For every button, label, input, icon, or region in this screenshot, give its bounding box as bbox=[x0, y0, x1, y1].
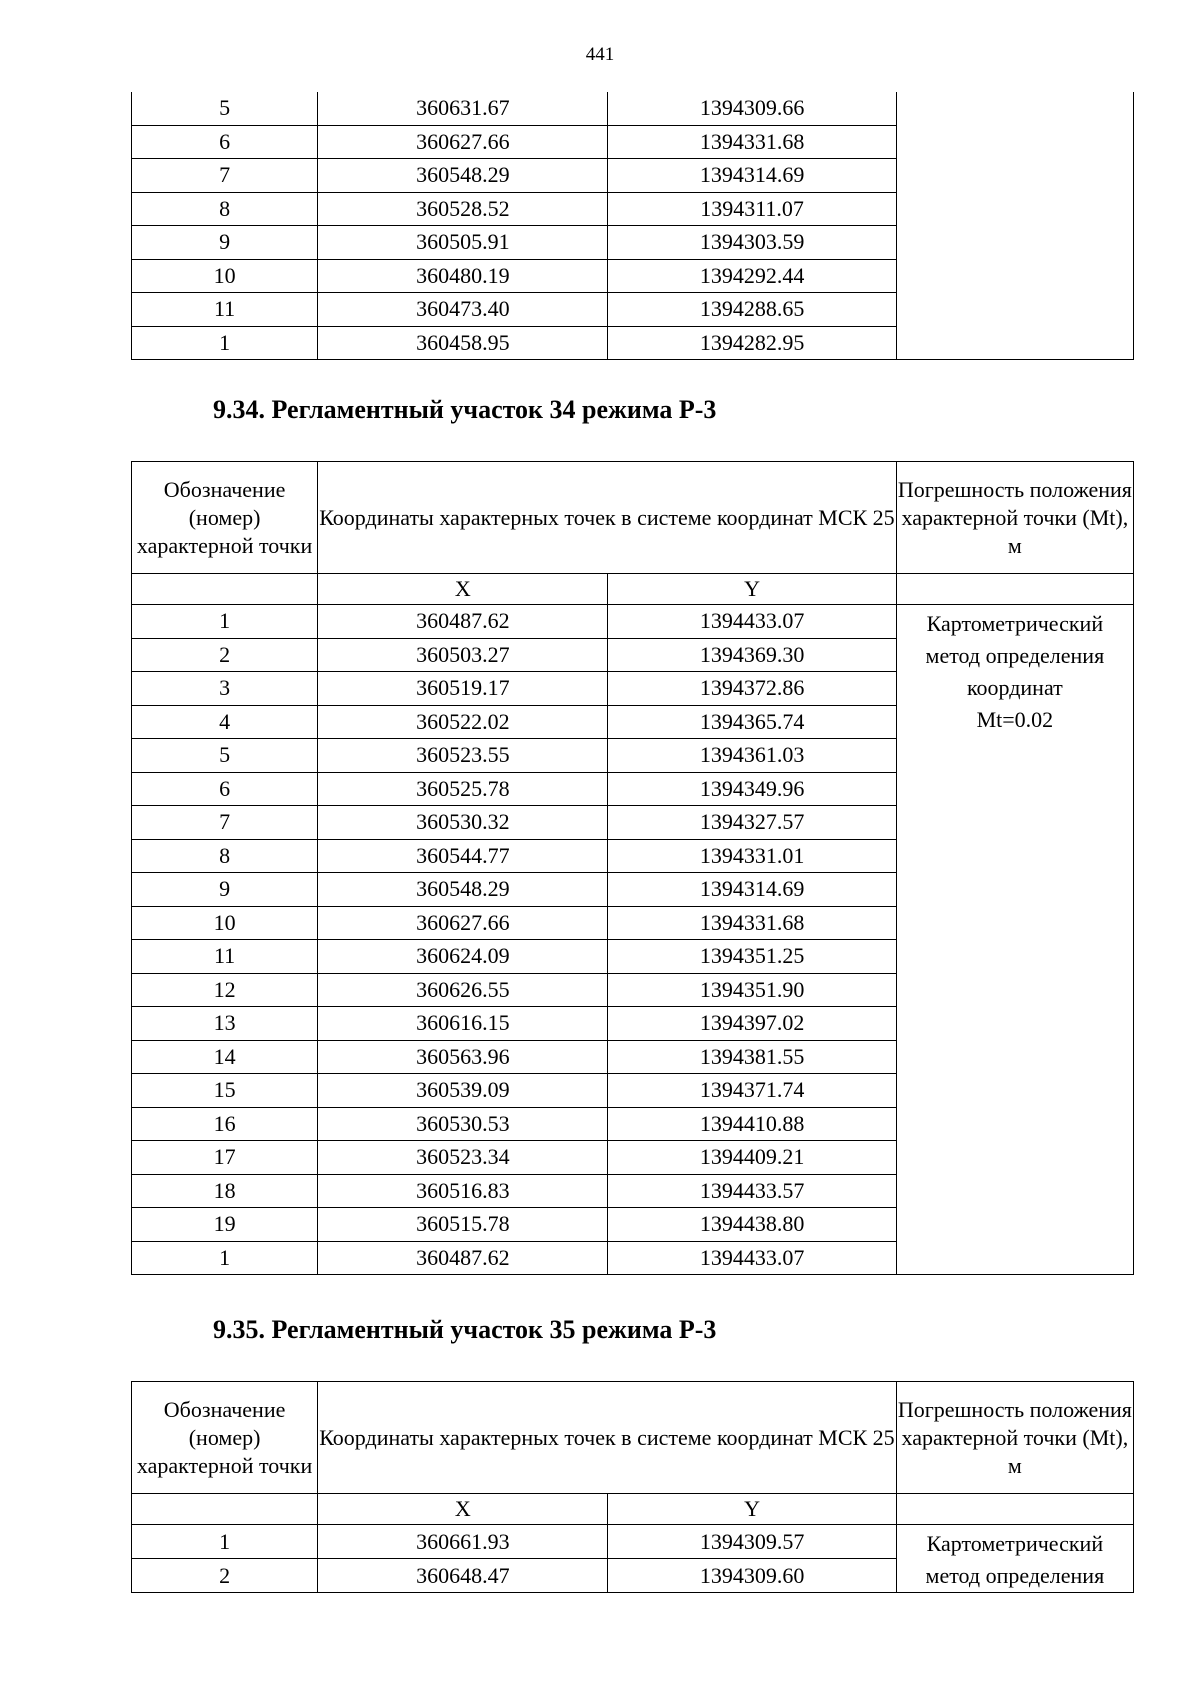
y-coordinate-cell: 1394410.88 bbox=[608, 1107, 896, 1141]
y-coordinate-cell: 1394372.86 bbox=[608, 672, 896, 706]
y-coordinate-cell: 1394331.68 bbox=[608, 125, 896, 159]
point-number-cell: 5 bbox=[132, 92, 318, 125]
x-coordinate-cell: 360516.83 bbox=[318, 1174, 608, 1208]
x-coordinate-cell: 360522.02 bbox=[318, 705, 608, 739]
x-coordinate-cell: 360548.29 bbox=[318, 873, 608, 907]
y-coordinate-cell: 1394433.57 bbox=[608, 1174, 896, 1208]
y-coordinate-cell: 1394371.74 bbox=[608, 1074, 896, 1108]
y-coordinate-cell: 1394397.02 bbox=[608, 1007, 896, 1041]
table-header-row bbox=[132, 1382, 1134, 1494]
point-number-cell: 7 bbox=[132, 159, 318, 193]
x-coordinate-cell: 360616.15 bbox=[318, 1007, 608, 1041]
x-coordinate-cell: 360627.66 bbox=[318, 125, 608, 159]
x-coordinate-cell: 360473.40 bbox=[318, 293, 608, 327]
y-coordinate-cell: 1394433.07 bbox=[608, 1241, 896, 1275]
point-number-cell: 14 bbox=[132, 1040, 318, 1074]
point-number-cell: 4 bbox=[132, 705, 318, 739]
point-number-cell: 19 bbox=[132, 1208, 318, 1242]
coordinates-header: Координаты характерных точек в системе координат МСК 25 bbox=[318, 1382, 897, 1494]
empty-cell bbox=[896, 1494, 1133, 1525]
y-coordinate-cell: 1394409.21 bbox=[608, 1141, 896, 1175]
point-number-cell: 9 bbox=[132, 226, 318, 260]
page-number: 441 bbox=[585, 44, 615, 65]
y-coordinate-cell: 1394282.95 bbox=[608, 326, 896, 360]
axes-row bbox=[132, 574, 1134, 605]
y-coordinate-cell: 1394303.59 bbox=[608, 226, 896, 260]
x-coordinate-cell: 360544.77 bbox=[318, 839, 608, 873]
point-number-cell: 6 bbox=[132, 772, 318, 806]
point-number-cell: 5 bbox=[132, 739, 318, 773]
method-note-line: Картометрический bbox=[926, 1531, 1104, 1556]
point-number-cell: 8 bbox=[132, 839, 318, 873]
y-axis-header: Y bbox=[608, 1494, 896, 1525]
y-coordinate-cell: 1394309.57 bbox=[608, 1525, 896, 1559]
point-number-cell: 1 bbox=[132, 605, 318, 639]
y-coordinate-cell: 1394288.65 bbox=[608, 293, 896, 327]
method-note-line: Mt=0.02 bbox=[976, 707, 1054, 732]
point-number-cell: 10 bbox=[132, 906, 318, 940]
section-34-heading: 9.34. Регламентный участок 34 режима Р-3 bbox=[213, 395, 717, 424]
y-coordinate-cell: 1394381.55 bbox=[608, 1040, 896, 1074]
y-coordinate-cell: 1394314.69 bbox=[608, 873, 896, 907]
x-coordinate-cell: 360487.62 bbox=[318, 1241, 608, 1275]
y-coordinate-cell: 1394433.07 bbox=[608, 605, 896, 639]
x-coordinate-cell: 360528.52 bbox=[318, 192, 608, 226]
x-coordinate-cell: 360487.62 bbox=[318, 605, 608, 639]
y-coordinate-cell: 1394351.90 bbox=[608, 973, 896, 1007]
x-coordinate-cell: 360530.53 bbox=[318, 1107, 608, 1141]
coordinates-table-previous bbox=[131, 92, 1134, 360]
x-coordinate-cell: 360624.09 bbox=[318, 940, 608, 974]
x-coordinate-cell: 360525.78 bbox=[318, 772, 608, 806]
point-number-cell: 2 bbox=[132, 1559, 318, 1593]
x-coordinate-cell: 360503.27 bbox=[318, 638, 608, 672]
x-axis-header: X bbox=[318, 1494, 608, 1525]
point-number-cell: 10 bbox=[132, 259, 318, 293]
x-coordinate-cell: 360626.55 bbox=[318, 973, 608, 1007]
x-coordinate-cell: 360631.67 bbox=[318, 92, 608, 125]
point-number-cell: 15 bbox=[132, 1074, 318, 1108]
section-35-heading: 9.35. Регламентный участок 35 режима Р-3 bbox=[213, 1315, 717, 1344]
point-number-cell: 6 bbox=[132, 125, 318, 159]
x-coordinate-cell: 360519.17 bbox=[318, 672, 608, 706]
y-coordinate-cell: 1394327.57 bbox=[608, 806, 896, 840]
coordinates-header: Координаты характерных точек в системе координат МСК 25 bbox=[318, 462, 897, 574]
y-coordinate-cell: 1394311.07 bbox=[608, 192, 896, 226]
point-number-cell: 1 bbox=[132, 1525, 318, 1559]
x-coordinate-cell: 360563.96 bbox=[318, 1040, 608, 1074]
x-coordinate-cell: 360627.66 bbox=[318, 906, 608, 940]
y-coordinate-cell: 1394365.74 bbox=[608, 705, 896, 739]
error-header: Погрешность положения характерной точки (Mt), м bbox=[896, 1382, 1133, 1494]
y-coordinate-cell: 1394309.66 bbox=[608, 92, 896, 125]
x-coordinate-cell: 360523.55 bbox=[318, 739, 608, 773]
point-number-cell: 11 bbox=[132, 940, 318, 974]
x-axis-header: X bbox=[318, 574, 608, 605]
y-coordinate-cell: 1394351.25 bbox=[608, 940, 896, 974]
y-coordinate-cell: 1394331.68 bbox=[608, 906, 896, 940]
method-note-line: координат bbox=[966, 675, 1063, 700]
empty-cell bbox=[132, 574, 318, 605]
table-header-row bbox=[132, 462, 1134, 574]
method-note-cell bbox=[896, 92, 1133, 360]
error-header: Погрешность положения характерной точки (Mt), м bbox=[896, 462, 1133, 574]
empty-cell bbox=[896, 574, 1133, 605]
point-number-cell: 8 bbox=[132, 192, 318, 226]
x-coordinate-cell: 360458.95 bbox=[318, 326, 608, 360]
point-number-cell: 1 bbox=[132, 326, 318, 360]
previous-table-body bbox=[132, 92, 1134, 360]
axes-row bbox=[132, 1494, 1134, 1525]
point-number-cell: 13 bbox=[132, 1007, 318, 1041]
x-coordinate-cell: 360539.09 bbox=[318, 1074, 608, 1108]
point-number-cell: 1 bbox=[132, 1241, 318, 1275]
x-coordinate-cell: 360530.32 bbox=[318, 806, 608, 840]
x-coordinate-cell: 360661.93 bbox=[318, 1525, 608, 1559]
y-coordinate-cell: 1394349.96 bbox=[608, 772, 896, 806]
table-row bbox=[132, 605, 1134, 639]
y-axis-header: Y bbox=[608, 574, 896, 605]
point-number-cell: 12 bbox=[132, 973, 318, 1007]
point-number-cell: 17 bbox=[132, 1141, 318, 1175]
y-coordinate-cell: 1394314.69 bbox=[608, 159, 896, 193]
x-coordinate-cell: 360648.47 bbox=[318, 1559, 608, 1593]
y-coordinate-cell: 1394309.60 bbox=[608, 1559, 896, 1593]
y-coordinate-cell: 1394369.30 bbox=[608, 638, 896, 672]
point-number-cell: 7 bbox=[132, 806, 318, 840]
x-coordinate-cell: 360523.34 bbox=[318, 1141, 608, 1175]
x-coordinate-cell: 360515.78 bbox=[318, 1208, 608, 1242]
y-coordinate-cell: 1394361.03 bbox=[608, 739, 896, 773]
point-number-cell: 3 bbox=[132, 672, 318, 706]
method-note-line: метод определения bbox=[925, 643, 1105, 668]
x-coordinate-cell: 360480.19 bbox=[318, 259, 608, 293]
point-number-header: Обозначение (номер) характерной точки bbox=[132, 462, 318, 574]
coordinates-table-34 bbox=[131, 461, 1134, 1275]
empty-cell bbox=[132, 1494, 318, 1525]
point-number-cell: 11 bbox=[132, 293, 318, 327]
point-number-header: Обозначение (номер) характерной точки bbox=[132, 1382, 318, 1494]
table-row bbox=[132, 1525, 1134, 1559]
x-coordinate-cell: 360548.29 bbox=[318, 159, 608, 193]
y-coordinate-cell: 1394292.44 bbox=[608, 259, 896, 293]
method-note-cell bbox=[896, 1525, 1133, 1593]
x-coordinate-cell: 360505.91 bbox=[318, 226, 608, 260]
point-number-cell: 9 bbox=[132, 873, 318, 907]
y-coordinate-cell: 1394438.80 bbox=[608, 1208, 896, 1242]
method-note-cell bbox=[896, 605, 1133, 1275]
method-note-line: Картометрический bbox=[926, 611, 1104, 636]
y-coordinate-cell: 1394331.01 bbox=[608, 839, 896, 873]
point-number-cell: 18 bbox=[132, 1174, 318, 1208]
coordinates-table-35 bbox=[131, 1381, 1134, 1593]
method-note-line: метод определения bbox=[925, 1563, 1105, 1588]
table-row bbox=[132, 92, 1134, 125]
point-number-cell: 2 bbox=[132, 638, 318, 672]
point-number-cell: 16 bbox=[132, 1107, 318, 1141]
